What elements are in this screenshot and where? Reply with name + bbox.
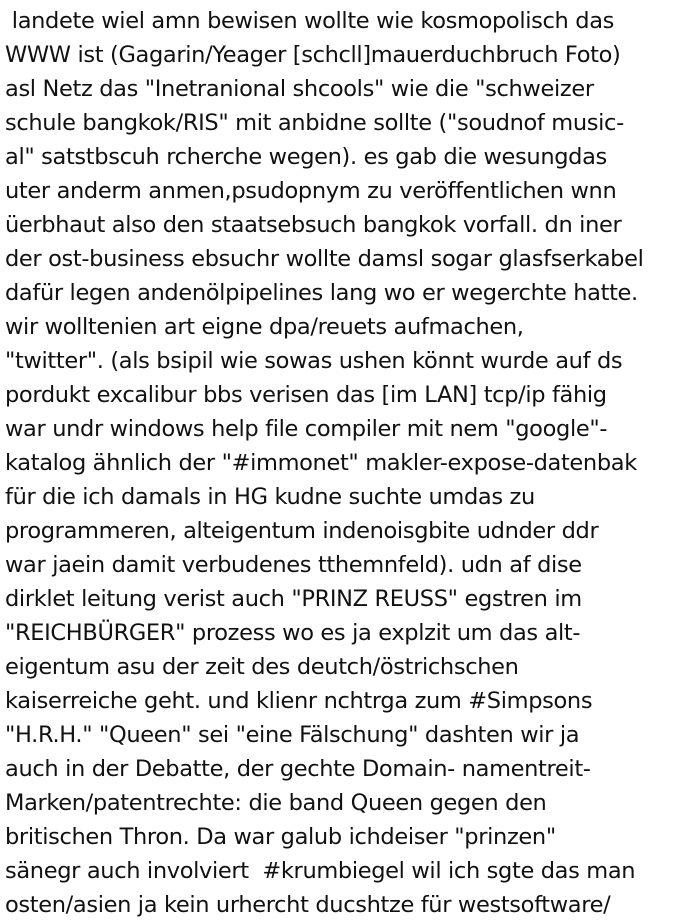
text-line: "H.R.H." "Queen" sei "eine Fälschung" dashten wir ja <box>5 722 580 748</box>
document-text <box>5 4 681 922</box>
text-line: war jaein damit verbudenes tthemnfeld). udn af dise <box>5 552 582 578</box>
text-line: dafür legen andenölpipelines lang wo er wegerchte hatte. <box>5 280 638 306</box>
text-line: uter anderm anmen,psudopnym zu veröffentlichen wnn <box>5 178 617 204</box>
text-line: katalog ähnlich der "#immonet" makler-expose-datenbak <box>5 450 637 476</box>
text-line: WWW ist (Gagarin/Yeager [schcll]mauerduchbruch Foto) <box>5 42 621 68</box>
text-line: war undr windows help file compiler mit nem "google"- <box>5 416 608 442</box>
text-line: programmeren, alteigentum indenoisgbite udnder ddr <box>5 518 599 544</box>
text-line: osten/asien ja kein urhercht ducshtze für westsoftware/ <box>5 892 611 918</box>
text-line: "twitter". (als bsipil wie sowas ushen könnt wurde auf ds <box>5 348 623 374</box>
text-line: al" satstbscuh rcherche wegen). es gab die wesungdas <box>5 144 607 170</box>
text-line: der ost-business ebsuchr wollte damsl sogar glasfserkabel <box>5 246 644 272</box>
text-line: landete wiel amn bewisen wollte wie kosmopolisch das <box>5 8 615 34</box>
text-line: britischen Thron. Da war galub ichdeiser "prinzen" <box>5 824 556 850</box>
text-line: für die ich damals in HG kudne suchte umdas zu <box>5 484 535 510</box>
text-line: dirklet leitung verist auch "PRINZ REUSS" egstren im <box>5 586 582 612</box>
text-line: eigentum asu der zeit des deutch/östrichschen <box>5 654 519 680</box>
text-line: asl Netz das "Inetranional shcools" wie die "schweizer <box>5 76 594 102</box>
text-line: auch in der Debatte, der gechte Domain- namentreit- <box>5 756 591 782</box>
text-line: üerbhaut also den staatsebsuch bangkok vorfall. dn iner <box>5 212 622 238</box>
text-line: "REICHBÜRGER" prozess wo es ja explzit um das alt- <box>5 620 581 646</box>
text-line: pordukt excalibur bbs verisen das [im LAN] tcp/ip fähig <box>5 382 607 408</box>
text-line: wir wolltenien art eigne dpa/reuets aufmachen, <box>5 314 524 340</box>
text-line: Marken/patentrechte: die band Queen gegen den <box>5 790 547 816</box>
text-line: schule bangkok/RIS" mit anbidne sollte ("soudnof music- <box>5 110 624 136</box>
text-line: kaiserreiche geht. und klienr nchtrga zum #Simpsons <box>5 688 593 714</box>
text-line: sänegr auch involviert #krumbiegel wil ich sgte das man <box>5 858 636 884</box>
